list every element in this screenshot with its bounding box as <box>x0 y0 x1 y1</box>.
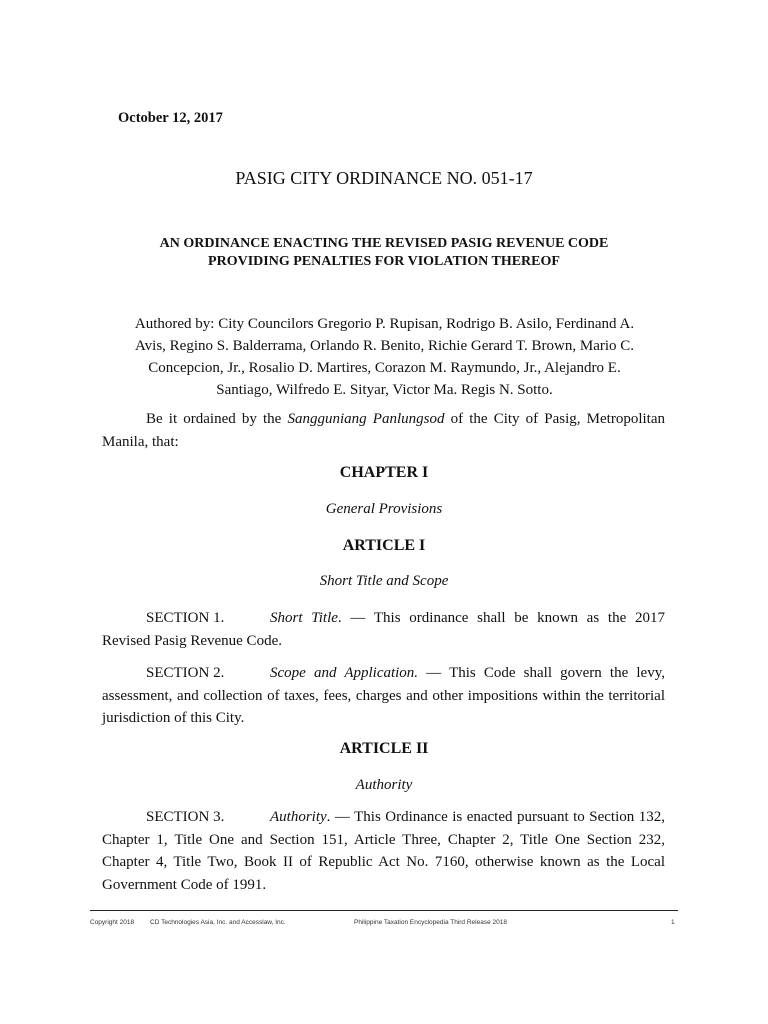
authors-line: Authored by: City Councilors Gregorio P. Rupisan, Rodrigo B. Asilo, Ferdinand A. <box>134 316 635 332</box>
enacting-clause-after: of the City of Pasig, Metropolitan Manila, that: <box>102 411 666 450</box>
section-3-label: SECTION 3. <box>146 809 225 825</box>
section-1-label: SECTION 1. <box>146 610 225 626</box>
authors-line: Avis, Regino S. Balderrama, Orlando R. Benito, Richie Gerard T. Brown, Mario C. <box>134 338 635 354</box>
footer-page-number: 1 <box>671 919 675 926</box>
article-2-subtitle: Authority <box>355 777 413 793</box>
ordinance-title-line: AN ORDINANCE ENACTING THE REVISED PASIG REVENUE CODE <box>159 236 609 251</box>
article-2-heading: ARTICLE II <box>339 740 429 757</box>
section-1-text: . — This ordinance shall be known as the 2017 Revised Pasig Revenue Code. <box>102 610 665 649</box>
document-date: October 12, 2017 <box>118 110 223 126</box>
authors-line: Concepcion, Jr., Rosalio D. Martires, Corazon M. Raymundo, Jr., Alejandro E. <box>148 360 621 376</box>
article-1-subtitle: Short Title and Scope <box>319 573 449 589</box>
footer-company: CD Technologies Asia, Inc. and Accesslaw, Inc. <box>150 919 286 926</box>
section-2-title: Scope and Application. <box>270 665 419 681</box>
section-3-title: Authority <box>270 809 327 825</box>
section-2-text: — This Code shall govern the levy, assessment, and collection of taxes, fees, charges and other impositions within the territorial jurisdiction of this City. <box>102 665 665 726</box>
chapter-subtitle: General Provisions <box>325 501 443 517</box>
ordinance-title-line: PROVIDING PENALTIES FOR VIOLATION THEREOF <box>208 254 560 269</box>
article-1-heading: ARTICLE I <box>342 537 426 554</box>
footer-divider <box>90 910 678 911</box>
footer-publication: Philippine Taxation Encyclopedia Third Release 2018 <box>354 919 507 926</box>
section-3 <box>102 806 665 896</box>
ordinance-title <box>0 235 768 271</box>
enacting-clause-before: Be it ordained by the <box>146 411 288 427</box>
enacting-clause <box>102 408 665 453</box>
section-1-title: Short Title <box>270 610 338 626</box>
chapter-heading: CHAPTER I <box>339 464 429 481</box>
authors-block <box>102 313 667 401</box>
authors-line: Santiago, Wilfredo E. Sityar, Victor Ma. Regis N. Sotto. <box>216 382 553 398</box>
section-2 <box>102 662 665 730</box>
section-1 <box>102 607 665 652</box>
ordinance-number: PASIG CITY ORDINANCE NO. 051-17 <box>235 168 533 188</box>
section-2-label: SECTION 2. <box>146 665 225 681</box>
section-3-text: . — This Ordinance is enacted pursuant to Section 132, Chapter 1, Title One and Section 151, Article Three, Chapter 2, Title One Section 232, Chapter 4, Title Two, Book II of Republic Act No. 7160, otherwise known as the Local Government Code of 1991. <box>102 809 665 893</box>
enacting-clause-body: Sangguniang Panlungsod <box>287 411 445 427</box>
footer-copyright: Copyright 2018 <box>90 919 135 926</box>
